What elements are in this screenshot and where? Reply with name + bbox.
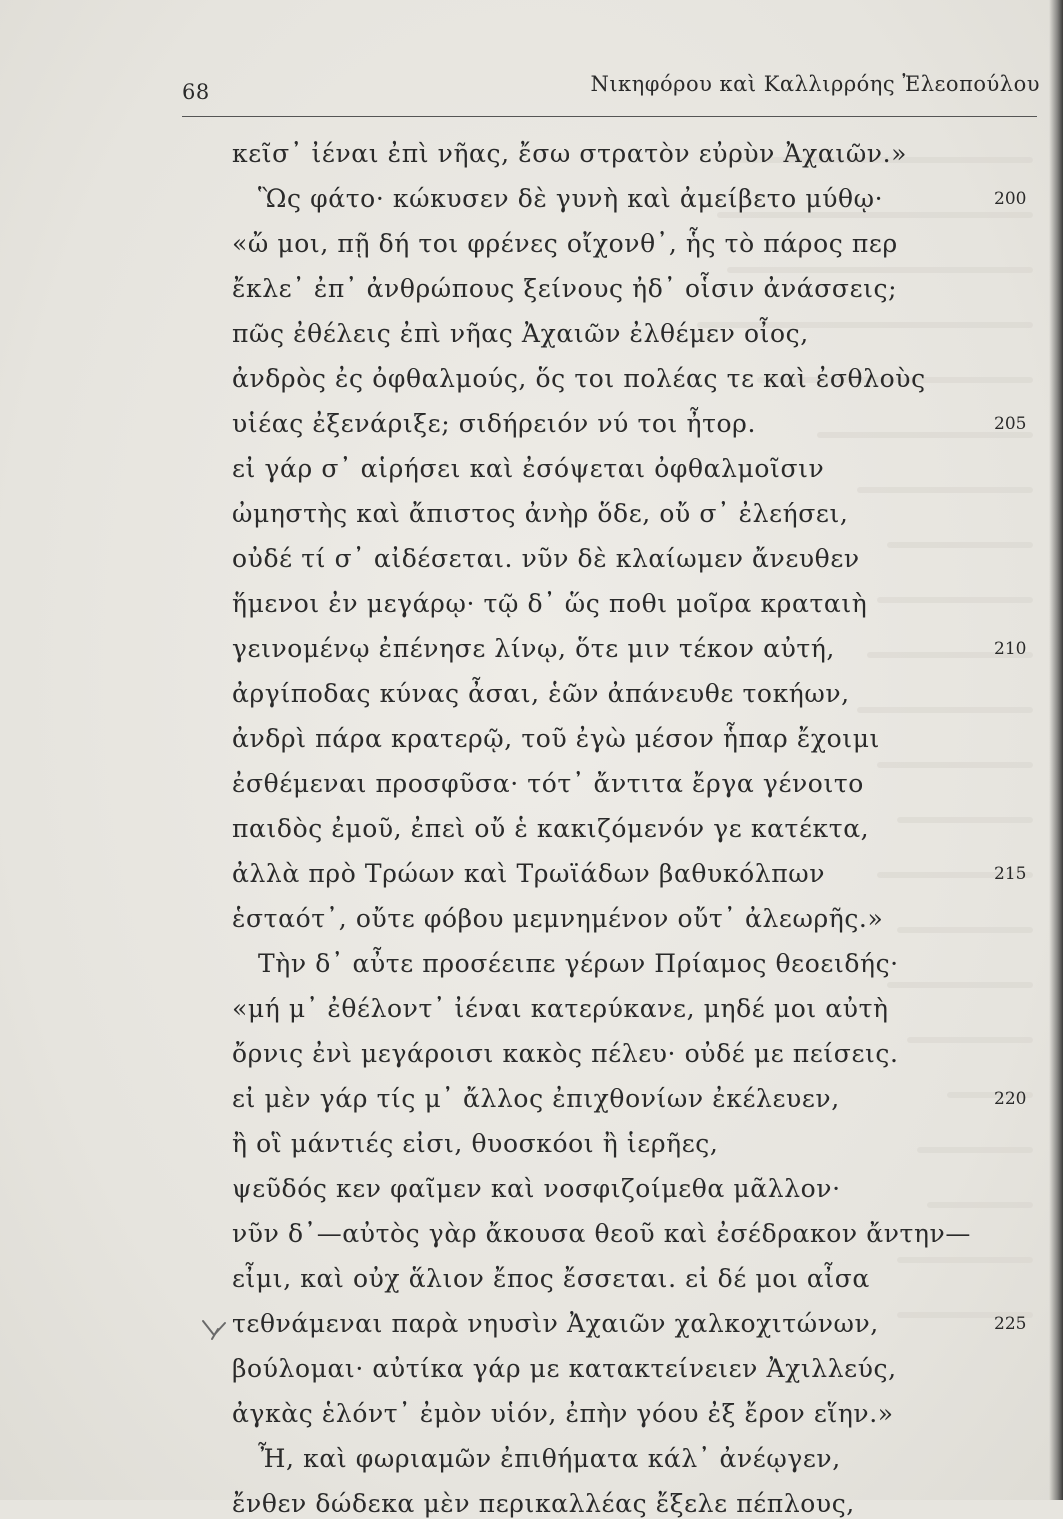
verse-line: κεῖσ᾽ ἰέναι ἐπὶ νῆας, ἔσω στρατὸν εὐρὺν Ἀχαιῶν.» xyxy=(232,139,908,168)
running-title: Νικηφόρου καὶ Καλλιρρόης Ἐλεοπούλου xyxy=(590,72,1040,96)
verse-line: Τὴν δ᾽ αὖτε προσέειπε γέρων Πρίαμος θεοειδής· xyxy=(258,949,899,978)
verse-line: «ὤ μοι, πῇ δή τοι φρένες οἴχονθ᾽, ἧς τὸ πάρος περ xyxy=(232,229,898,258)
line-number: 215 xyxy=(994,864,1027,884)
verse-line: παιδὸς ἐμοῦ, ἐπεὶ οὔ ἑ κακιζόμενόν γε κατέκτα, xyxy=(232,814,870,843)
verse-line: ἑσταότ᾽, οὔτε φόβου μεμνημένον οὔτ᾽ ἀλεωρῆς.» xyxy=(232,904,884,933)
verse-line: εἰ γάρ σ᾽ αἱρήσει καὶ ἐσόψεται ὀφθαλμοῖσιν xyxy=(232,454,825,483)
verse-line: ἀνδρὶ πάρα κρατερῷ, τοῦ ἐγὼ μέσον ἧπαρ ἔχοιμι xyxy=(232,724,880,753)
page-number: 68 xyxy=(182,80,210,104)
verse-line: εἰ μὲν γάρ τίς μ᾽ ἄλλος ἐπιχθονίων ἐκέλευεν, xyxy=(232,1084,840,1113)
verse-line: ὠμηστὴς καὶ ἄπιστος ἀνὴρ ὅδε, οὔ σ᾽ ἐλεήσει, xyxy=(232,499,849,528)
line-number: 205 xyxy=(994,414,1027,434)
verse-line: ἀνδρὸς ἐς ὀφθαλμούς, ὅς τοι πολέας τε καὶ ἐσθλοὺς xyxy=(232,364,926,393)
verse-line: υἱέας ἐξενάριξε; σιδήρειόν νύ τοι ἦτορ. xyxy=(232,409,757,438)
verse-line: ἀγκὰς ἑλόντ᾽ ἐμὸν υἱόν, ἐπὴν γόου ἐξ ἔρον εἵην.» xyxy=(232,1399,894,1428)
verse-line: ἔκλε᾽ ἐπ᾽ ἀνθρώπους ξείνους ἠδ᾽ οἷσιν ἀνάσσεις; xyxy=(232,274,898,303)
line-number: 210 xyxy=(994,639,1027,659)
pencil-mark xyxy=(200,1315,230,1345)
verse-line: ἔνθεν δώδεκα μὲν περικαλλέας ἔξελε πέπλους, xyxy=(232,1489,855,1518)
verse-line: οὐδέ τί σ᾽ αἰδέσεται. νῦν δὲ κλαίωμεν ἄνευθεν xyxy=(232,544,860,573)
verse-line: ἀλλὰ πρὸ Τρώων καὶ Τρωϊάδων βαθυκόλπων xyxy=(232,859,826,888)
line-number: 220 xyxy=(994,1089,1027,1109)
verse-line: ἢ οἳ μάντιές εἰσι, θυοσκόοι ἢ ἱερῆες, xyxy=(232,1129,719,1158)
header-rule xyxy=(182,116,1037,117)
verse-line: γεινομένῳ ἐπένησε λίνῳ, ὅτε μιν τέκον αὐτή, xyxy=(232,634,835,663)
verse-line: νῦν δ᾽—αὐτὸς γὰρ ἄκουσα θεοῦ καὶ ἐσέδρακον ἄντην— xyxy=(232,1219,971,1248)
line-number: 225 xyxy=(994,1314,1027,1334)
verse-line: ὄρνις ἐνὶ μεγάροισι κακὸς πέλευ· οὐδέ με πείσεις. xyxy=(232,1039,899,1068)
verse-line: Ἦ, καὶ φωριαμῶν ἐπιθήματα κάλ᾽ ἀνέῳγεν, xyxy=(258,1444,841,1473)
verse-line: Ὣς φάτο· κώκυσεν δὲ γυνὴ καὶ ἀμείβετο μύθῳ· xyxy=(258,184,884,213)
verse-line: ἥμενοι ἐν μεγάρῳ· τῷ δ᾽ ὥς ποθι μοῖρα κραταιὴ xyxy=(232,589,868,618)
verse-line: βούλομαι· αὐτίκα γάρ με κατακτείνειεν Ἀχιλλεύς, xyxy=(232,1354,897,1383)
verse-line: πῶς ἐθέλεις ἐπὶ νῆας Ἀχαιῶν ἐλθέμεν οἶος, xyxy=(232,319,809,348)
line-number: 200 xyxy=(994,189,1027,209)
verse-line: «μή μ᾽ ἐθέλοντ᾽ ἰέναι κατερύκανε, μηδέ μοι αὐτὴ xyxy=(232,994,889,1023)
verse-line: εἶμι, καὶ οὐχ ἅλιον ἔπος ἔσσεται. εἰ δέ μοι αἶσα xyxy=(232,1264,870,1293)
verse-line: τεθνάμεναι παρὰ νηυσὶν Ἀχαιῶν χαλκοχιτώνων, xyxy=(232,1309,879,1338)
verse-line: ἀργίποδας κύνας ἆσαι, ἑῶν ἀπάνευθε τοκήων, xyxy=(232,679,850,708)
verse-line: ἐσθέμεναι προσφῦσα· τότ᾽ ἄντιτα ἔργα γένοιτο xyxy=(232,769,864,798)
binding-shadow xyxy=(1049,0,1063,1500)
verse-line: ψεῦδός κεν φαῖμεν καὶ νοσφιζοίμεθα μᾶλλον· xyxy=(232,1174,841,1203)
page-header xyxy=(182,70,1040,110)
